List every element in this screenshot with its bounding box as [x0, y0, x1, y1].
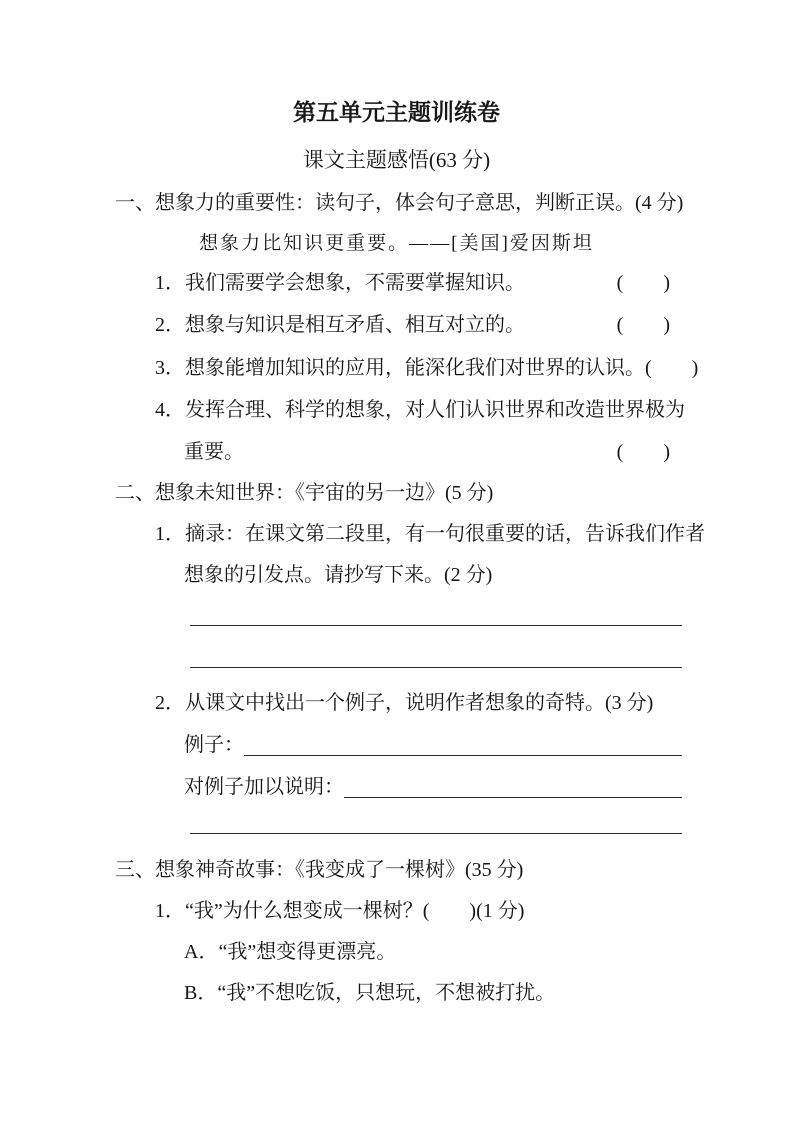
tf-item-4-answer-paren: ( )	[616, 441, 670, 463]
s3-q1-option-b: B．“我”不想吃饭，只想玩，不想被打扰。	[184, 982, 556, 1004]
example-label: 例子：	[184, 734, 244, 756]
tf-item-3-text: 3．想象能增加知识的应用，能深化我们对世界的认识。	[155, 357, 645, 379]
answer-line-2	[190, 639, 682, 668]
tf-item-4-line2	[184, 438, 670, 466]
tf-item-3	[155, 354, 698, 382]
explain-label: 对例子加以说明：	[184, 776, 344, 798]
s3-q1-answer-paren: ( )	[422, 900, 477, 922]
section1-heading: 一、想象力的重要性：读句子，体会句子意思，判断正误。(4 分)	[115, 192, 684, 214]
s2-q2-text: 2．从课文中找出一个例子，说明作者想象的奇特。(3 分)	[155, 692, 654, 714]
s2-q2-explain-row	[184, 773, 682, 801]
section3-heading: 三、想象神奇故事：《我变成了一棵树》(35 分)	[115, 859, 524, 881]
section2-heading: 二、想象未知世界：《宇宙的另一边》(5 分)	[115, 482, 494, 504]
example-answer-line	[244, 731, 682, 756]
explain-answer-line	[344, 773, 682, 798]
s2-q1-line1: 1．摘录：在课文第二段里，有一句很重要的话，告诉我们作者	[155, 523, 705, 545]
answer-line-1	[190, 597, 682, 626]
s3-q1-text: 1．“我”为什么想变成一棵树？	[155, 900, 423, 922]
s3-q1-row	[155, 897, 524, 925]
tf-item-1	[155, 269, 670, 297]
tf-item-2	[155, 311, 670, 339]
section-subtitle: 课文主题感悟(63 分)	[302, 148, 491, 172]
tf-item-4-line1: 4．发挥合理、科学的想象，对人们认识世界和改造世界极为	[155, 399, 685, 421]
tf-item-1-text: 1．我们需要学会想象，不需要掌握知识。	[155, 272, 525, 294]
s2-q1-line2: 想象的引发点。请抄写下来。(2 分)	[184, 564, 493, 586]
tf-item-2-text: 2．想象与知识是相互矛盾、相互对立的。	[155, 314, 525, 336]
tf-item-1-answer-paren: ( )	[616, 272, 670, 294]
page-title: 第五单元主题训练卷	[293, 100, 500, 125]
tf-item-2-answer-paren: ( )	[616, 314, 670, 336]
tf-item-4-text2: 重要。	[184, 441, 244, 463]
s2-q2-example-row	[184, 731, 682, 759]
quote-line: 想象力比知识更重要。——[美国]爱因斯坦	[199, 233, 594, 254]
tf-item-3-answer-paren: ( )	[645, 357, 699, 379]
s3-q1-option-a: A．“我”想变得更漂亮。	[184, 941, 397, 963]
s3-q1-score: (1 分)	[476, 900, 525, 922]
answer-line-3	[190, 805, 682, 834]
